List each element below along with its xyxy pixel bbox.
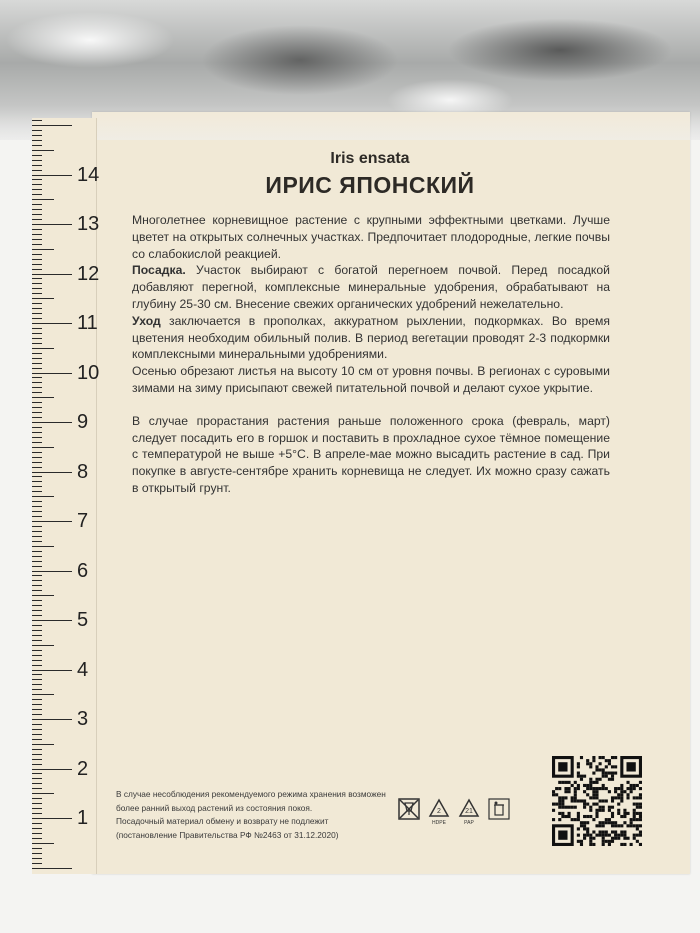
svg-text:2: 2 <box>437 808 441 815</box>
svg-text:21: 21 <box>465 808 473 815</box>
storage-footer <box>116 788 416 842</box>
footer-line: более ранний выход растений из состояния покоя. <box>116 802 313 813</box>
hdpe-label: HDPE <box>432 820 446 826</box>
recycle-hdpe-icon <box>428 798 450 828</box>
ruler-number: 11 <box>77 312 98 334</box>
ruler-number: 8 <box>77 460 89 483</box>
pap-label: PAP <box>464 820 474 826</box>
latin-name: Iris ensata <box>330 150 410 167</box>
ruler-number: 2 <box>77 757 89 780</box>
care-paragraph <box>132 313 610 363</box>
ruler-number: 9 <box>77 411 89 433</box>
ruler-number: 14 <box>77 163 100 186</box>
ruler-number: 12 <box>77 262 100 285</box>
footer-line: В случае несоблюдения рекомендуемого режима хранения возможен <box>116 789 386 799</box>
autumn-text: Осенью обрезают листья на высоту 10 см от уровня почвы. В регионах с суровыми зимами на зиму присыпают свежей питательной почвой и делают сухое укрытие. <box>132 364 610 395</box>
ruler-number: 6 <box>77 559 89 582</box>
care-label: Уход <box>132 313 161 328</box>
planting-label: Посадка. <box>132 263 186 278</box>
intro-text: Многолетнее корневищное растение с крупными эффектными цветками. Лучше цветет на открытых солнечных участках. Предпочитает плодородные, легкие почвы со слабокислой реакцией. <box>132 213 610 261</box>
planting-text: Участок выбирают с богатой перегноем почвой. Перед посадкой добавляют перегной, комплексные минеральные удобрения, обрабатывают на глубину 25-30 см. Внесение свежих органических удобрений нежелательно. <box>132 263 610 311</box>
care-text: заключается в прополках, аккуратном рыхлении, подкормках. Во время цветения необходим обильный полив. В период вегетации проводят 2-3 подкормки комплексными минеральными удобрениями. <box>132 313 610 362</box>
packaging-symbols <box>398 798 508 830</box>
footer-line: (постановление Правительства РФ №2463 от 31.12.2020) <box>116 829 339 840</box>
ruler-number: 5 <box>77 609 89 631</box>
recycle-pap-icon <box>458 798 480 828</box>
ruler-number: 13 <box>77 213 100 235</box>
ruler-number: 3 <box>77 708 89 730</box>
storage-text: В случае прорастания растения раньше положенного срока (февраль, март) следует посадить его в горшок и поставить в прохладное сухое тёмное помещение с температурой не выше +5°С. В апреле-мае можно высадить растение в сад. При покупке в августе-сентябре хранить корневища не следует. Их можно сразу сажать в открытый грунт. <box>132 413 610 495</box>
ruler-number: 7 <box>77 510 89 532</box>
packet-title: ИРИС ЯПОНСКИЙ <box>265 172 475 198</box>
ruler-number: 4 <box>77 658 89 681</box>
planting-paragraph <box>132 262 610 312</box>
qr-code-icon <box>552 756 642 846</box>
no-glass-icon <box>398 798 420 828</box>
description-block <box>132 212 610 497</box>
ruler-number: 1 <box>77 807 89 829</box>
ruler-number: 10 <box>77 361 100 384</box>
trash-bin-icon <box>488 798 510 828</box>
footer-line: Посадочный материал обмену и возврату не подлежит <box>116 816 329 826</box>
